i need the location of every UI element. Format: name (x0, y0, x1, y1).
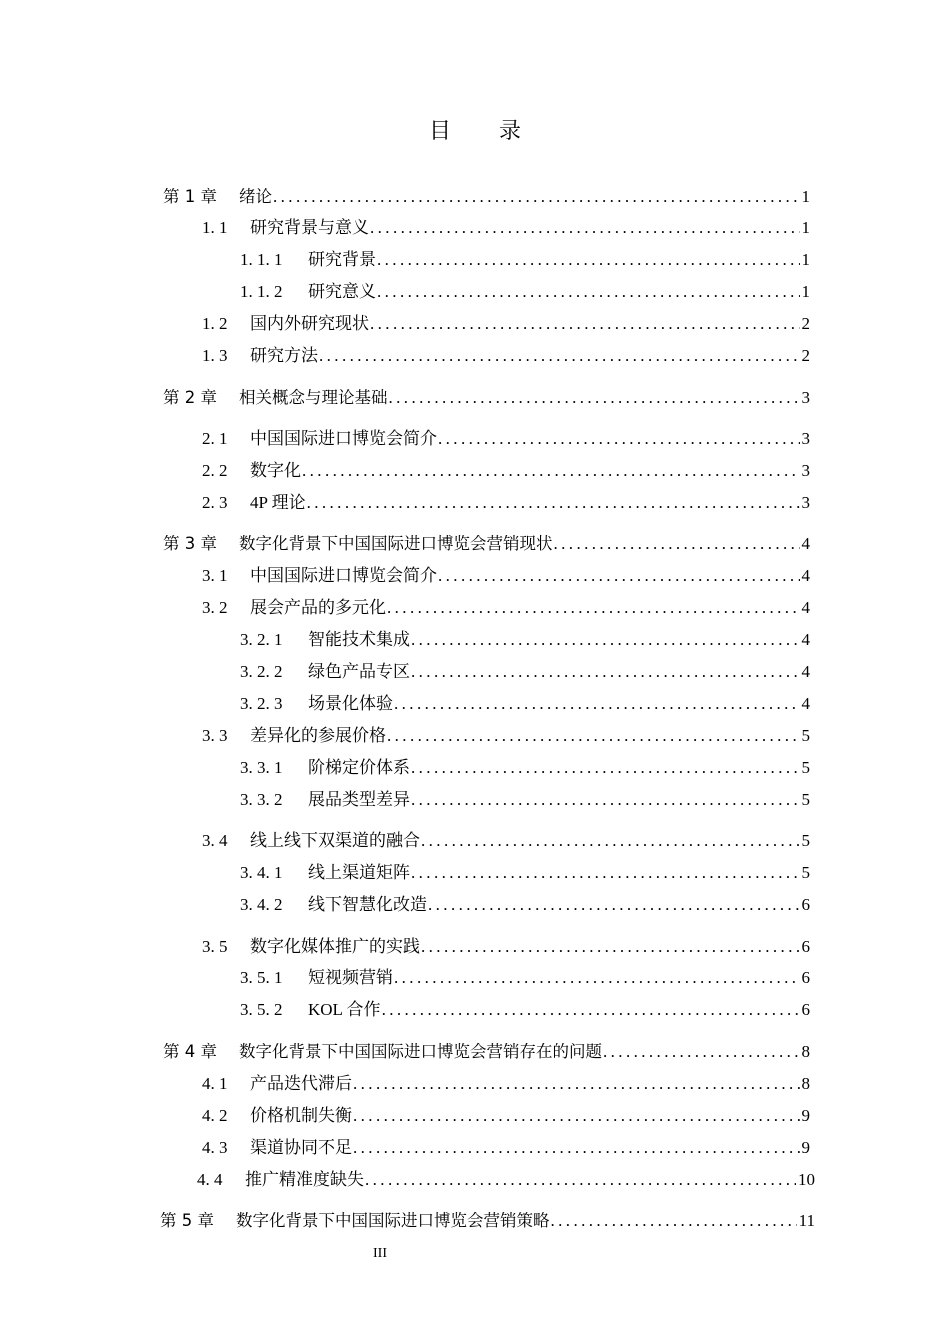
toc-dot-leader (428, 893, 800, 917)
toc-entry-number: 3. 2. 1 (240, 630, 283, 649)
toc-dot-leader (551, 1209, 797, 1233)
toc-entry-number: 3. 2. 2 (240, 662, 283, 681)
toc-entry-page: 8 (801, 1074, 810, 1093)
toc-entry-title: 渠道协同不足 (250, 1138, 352, 1157)
toc-dot-leader (421, 829, 800, 853)
toc-dot-leader (302, 459, 800, 483)
toc-entry-level-2[interactable] (202, 312, 810, 336)
toc-entry-page: 4 (801, 566, 810, 585)
toc-title-char-2: 录 (499, 119, 522, 144)
toc-entry-number: 3. 2 (202, 598, 228, 617)
toc-entry-number: 2. 2 (202, 461, 228, 480)
page-number-footer: III (373, 1246, 387, 1261)
toc-dot-leader (554, 532, 800, 556)
toc-entry-number: 3. 2. 3 (240, 694, 283, 713)
toc-entry-level-3[interactable] (240, 861, 810, 885)
toc-entry-level-2[interactable] (202, 935, 810, 959)
toc-entry-page: 4 (801, 534, 810, 553)
toc-entry-title: 产品迭代滞后 (250, 1074, 352, 1093)
toc-entry-level-3[interactable] (240, 628, 810, 652)
toc-entry-title: 差异化的参展价格 (250, 726, 386, 745)
toc-entry-page: 4 (801, 598, 810, 617)
toc-entry-page: 11 (798, 1211, 815, 1230)
toc-entry-title: KOL 合作 (308, 1000, 381, 1019)
toc-entry-number: 1. 1. 1 (240, 250, 283, 269)
toc-dot-leader (411, 756, 800, 780)
toc-entry-number: 4. 4 (197, 1170, 223, 1189)
toc-entry-number: 1. 2 (202, 314, 228, 333)
toc-entry-level-2[interactable] (202, 1104, 810, 1128)
toc-entry-page: 6 (801, 895, 810, 914)
toc-entry-level-1[interactable] (163, 386, 810, 410)
toc-entry-level-3[interactable] (240, 692, 810, 716)
toc-entry-title: 线下智慧化改造 (308, 895, 427, 914)
toc-entry-title: 价格机制失衡 (250, 1106, 352, 1125)
toc-entry-level-3[interactable] (240, 966, 810, 990)
toc-entry-page: 1 (801, 187, 810, 206)
toc-entry-title: 展会产品的多元化 (250, 598, 386, 617)
toc-entry-number: 3. 5. 1 (240, 968, 283, 987)
toc-entry-title: 研究背景与意义 (250, 218, 369, 237)
toc-entry-title: 中国国际进口博览会简介 (250, 429, 437, 448)
toc-entry-title: 场景化体验 (308, 694, 393, 713)
toc-entry-level-2[interactable] (202, 216, 810, 240)
toc-entry-page: 3 (801, 429, 810, 448)
toc-entry-title: 智能技术集成 (308, 630, 410, 649)
toc-entry-level-2[interactable] (202, 1072, 810, 1096)
toc-entry-title: 研究意义 (308, 282, 376, 301)
toc-entry-level-3[interactable] (240, 788, 810, 812)
toc-entry-number: 3. 3 (202, 726, 228, 745)
toc-entry-title: 数字化背景下中国国际进口博览会营销现状 (239, 534, 553, 553)
toc-entry-number: 4. 2 (202, 1106, 228, 1125)
toc-entry-number: 3. 3. 1 (240, 758, 283, 777)
toc-dot-leader (319, 344, 800, 368)
toc-entry-page: 3 (801, 388, 810, 407)
toc-entry-number: 4. 1 (202, 1074, 228, 1093)
toc-entry-title: 数字化背景下中国国际进口博览会营销存在的问题 (239, 1042, 602, 1061)
toc-entry-level-1[interactable] (163, 532, 810, 556)
toc-entry-level-3[interactable] (240, 660, 810, 684)
toc-entry-page: 3 (801, 461, 810, 480)
toc-entry-title: 线上渠道矩阵 (308, 863, 410, 882)
toc-entry-number: 第 4 章 (163, 1042, 217, 1061)
toc-dot-leader (603, 1040, 800, 1064)
toc-dot-leader (394, 692, 800, 716)
toc-entry-level-2[interactable] (202, 1136, 810, 1160)
toc-entry-page: 5 (801, 726, 810, 745)
toc-entry-level-2[interactable] (202, 491, 810, 515)
toc-entry-level-1[interactable] (163, 185, 810, 209)
toc-entry-page: 1 (801, 282, 810, 301)
toc-entry-level-1[interactable] (163, 1040, 810, 1064)
toc-entry-title: 研究方法 (250, 346, 318, 365)
toc-entry-page: 6 (801, 1000, 810, 1019)
toc-entry-number: 3. 4. 2 (240, 895, 283, 914)
toc-entry-number: 3. 3. 2 (240, 790, 283, 809)
toc-dot-leader (353, 1136, 800, 1160)
toc-entry-page: 5 (801, 863, 810, 882)
toc-entry-title: 绪论 (239, 187, 272, 206)
toc-entry-title: 数字化 (250, 461, 301, 480)
toc-entry-number: 2. 3 (202, 493, 228, 512)
toc-entry-title: 短视频营销 (308, 968, 393, 987)
toc-entry-level-2[interactable] (202, 724, 810, 748)
toc-entry-number: 第 5 章 (160, 1211, 214, 1230)
toc-entry-level-2[interactable] (202, 344, 810, 368)
toc-entry-level-3[interactable] (240, 756, 810, 780)
toc-entry-page: 5 (801, 758, 810, 777)
toc-entry-page: 5 (801, 831, 810, 850)
toc-entry-level-2[interactable] (202, 596, 810, 620)
toc-entry-number: 3. 1 (202, 566, 228, 585)
toc-entry-page: 4 (801, 662, 810, 681)
toc-entry-page: 9 (801, 1138, 810, 1157)
toc-entry-level-2[interactable] (202, 564, 810, 588)
toc-dot-leader (365, 1168, 796, 1192)
toc-entry-title: 数字化媒体推广的实践 (250, 937, 420, 956)
toc-entry-page: 6 (801, 937, 810, 956)
toc-entry-level-3[interactable] (240, 893, 810, 917)
toc-title (0, 114, 950, 145)
toc-dot-leader (411, 861, 800, 885)
toc-dot-leader (370, 216, 800, 240)
toc-entry-page: 4 (801, 694, 810, 713)
toc-dot-leader (394, 966, 800, 990)
toc-entry-level-3[interactable] (240, 280, 810, 304)
toc-entry-title: 国内外研究现状 (250, 314, 369, 333)
toc-entry-level-3[interactable] (240, 248, 810, 272)
toc-entry-number: 4. 3 (202, 1138, 228, 1157)
toc-entry-level-2[interactable] (202, 459, 810, 483)
toc-entry-page: 2 (801, 346, 810, 365)
toc-dot-leader (387, 596, 800, 620)
toc-dot-leader (389, 386, 800, 410)
toc-entry-page: 2 (801, 314, 810, 333)
toc-dot-leader (377, 280, 800, 304)
toc-entry-number: 第 2 章 (163, 388, 217, 407)
toc-entry-page: 1 (801, 218, 810, 237)
toc-title-char-1: 目 (428, 119, 451, 144)
toc-dot-leader (307, 491, 800, 515)
toc-entry-level-3[interactable] (240, 998, 810, 1022)
toc-entry-level-2[interactable] (197, 1168, 815, 1192)
toc-entry-title: 数字化背景下中国国际进口博览会营销策略 (236, 1211, 550, 1230)
toc-entry-title: 相关概念与理论基础 (239, 388, 388, 407)
toc-dot-leader (387, 724, 800, 748)
toc-entry-number: 1. 3 (202, 346, 228, 365)
toc-entry-page: 1 (801, 250, 810, 269)
toc-entry-page: 3 (801, 493, 810, 512)
toc-entry-page: 4 (801, 630, 810, 649)
toc-entry-page: 6 (801, 968, 810, 987)
toc-entry-page: 5 (801, 790, 810, 809)
toc-entry-number: 3. 5. 2 (240, 1000, 283, 1019)
toc-entry-title: 中国国际进口博览会简介 (250, 566, 437, 585)
toc-dot-leader (411, 788, 800, 812)
toc-entry-level-2[interactable] (202, 427, 810, 451)
toc-entry-number: 1. 1 (202, 218, 228, 237)
toc-dot-leader (353, 1072, 800, 1096)
toc-entry-title: 线上线下双渠道的融合 (250, 831, 420, 850)
toc-entry-number: 第 1 章 (163, 187, 217, 206)
toc-entry-title: 绿色产品专区 (308, 662, 410, 681)
toc-dot-leader (411, 660, 800, 684)
toc-dot-leader (438, 564, 800, 588)
toc-dot-leader (273, 185, 800, 209)
toc-dot-leader (353, 1104, 800, 1128)
toc-entry-number: 3. 4 (202, 831, 228, 850)
toc-entry-page: 8 (801, 1042, 810, 1061)
toc-dot-leader (411, 628, 800, 652)
toc-entry-page: 9 (801, 1106, 810, 1125)
toc-entry-title: 推广精准度缺失 (245, 1170, 364, 1189)
toc-entry-title: 展品类型差异 (308, 790, 410, 809)
toc-entry-level-2[interactable] (202, 829, 810, 853)
toc-entry-level-1[interactable] (160, 1209, 815, 1233)
toc-dot-leader (421, 935, 800, 959)
toc-entry-number: 3. 4. 1 (240, 863, 283, 882)
toc-dot-leader (438, 427, 800, 451)
toc-dot-leader (370, 312, 800, 336)
toc-entry-number: 第 3 章 (163, 534, 217, 553)
toc-entry-number: 1. 1. 2 (240, 282, 283, 301)
toc-dot-leader (382, 998, 800, 1022)
toc-entry-title: 4P 理论 (250, 493, 306, 512)
toc-entry-title: 研究背景 (308, 250, 376, 269)
toc-dot-leader (377, 248, 800, 272)
toc-entry-number: 2. 1 (202, 429, 228, 448)
toc-entry-title: 阶梯定价体系 (308, 758, 410, 777)
toc-entry-page: 10 (798, 1170, 815, 1189)
toc-entry-number: 3. 5 (202, 937, 228, 956)
